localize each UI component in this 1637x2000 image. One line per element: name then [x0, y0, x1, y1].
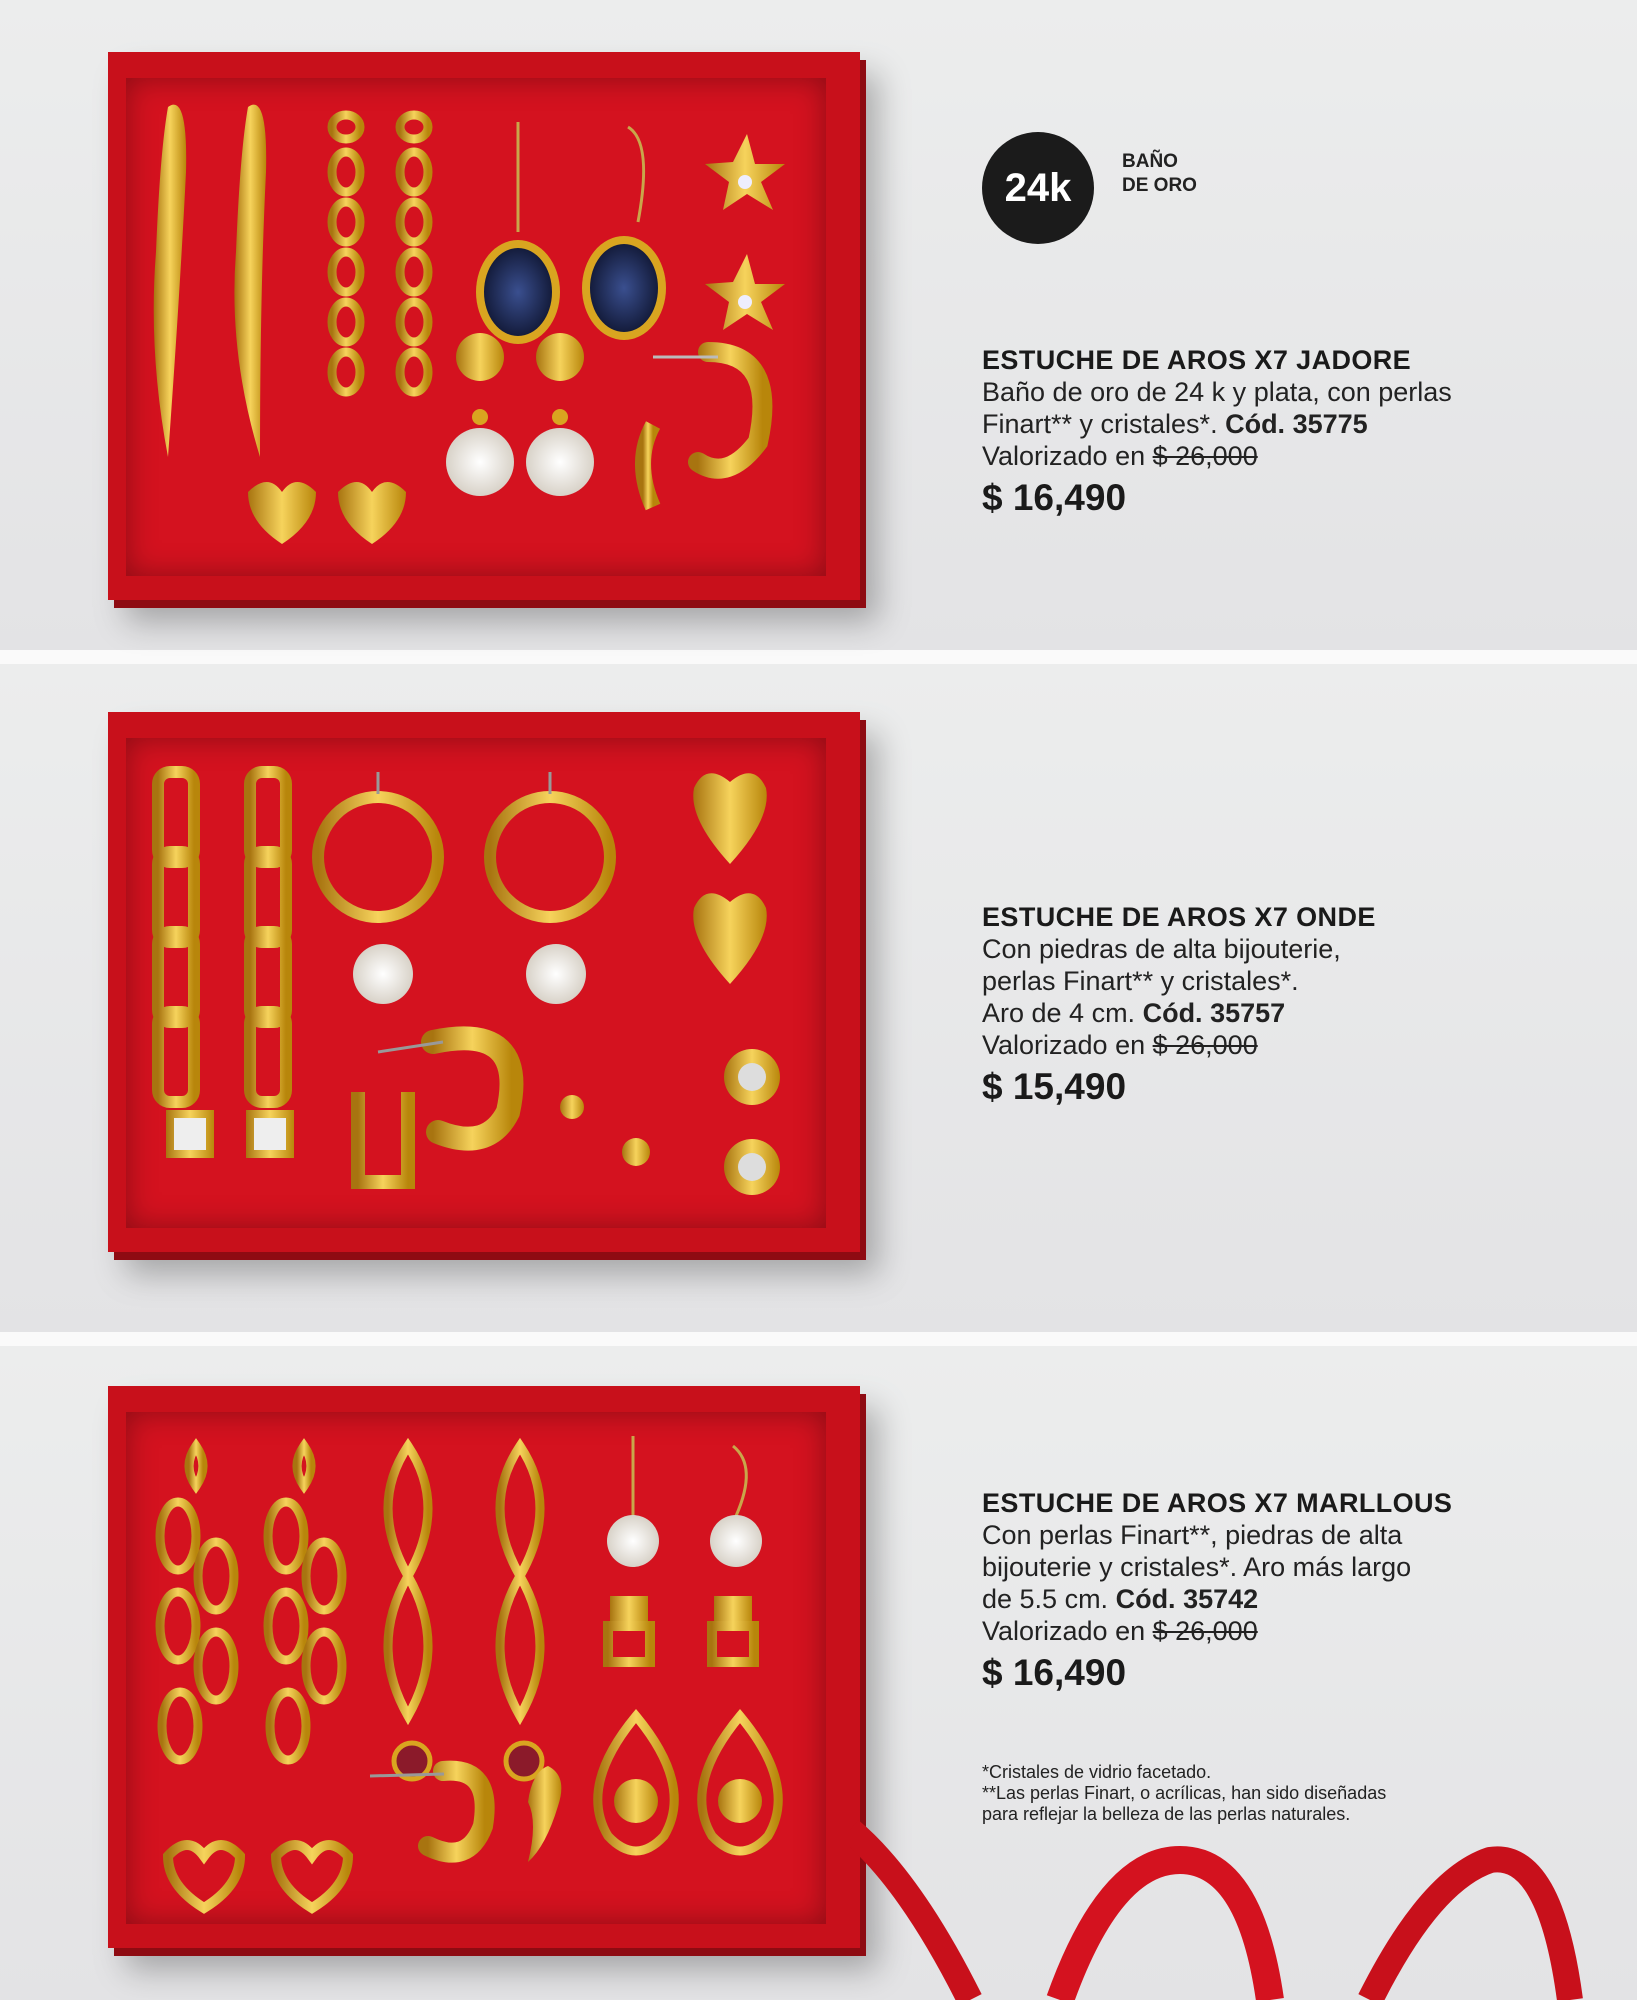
original-price: $ 26,000 — [1152, 1030, 1258, 1060]
product-description-line — [982, 408, 1542, 440]
panel-divider — [0, 1332, 1637, 1346]
badge-label: 24k — [1004, 165, 1072, 210]
sale-price: $ 16,490 — [982, 1652, 1127, 1693]
footnotes — [982, 1762, 1542, 1825]
product-description-line — [982, 997, 1542, 1029]
product-description-line: Con piedras de alta bijouterie, — [982, 934, 1341, 964]
product-description-line: Baño de oro de 24 k y plata, con perlas — [982, 377, 1452, 407]
badge-caption-line: BAÑO — [1122, 151, 1178, 172]
product-description-text: Finart** y cristales*. — [982, 409, 1226, 439]
earring-case-image-jadore — [108, 52, 860, 600]
badge-caption-line: DE ORO — [1122, 175, 1197, 196]
product-description-text: Aro de 4 cm. — [982, 998, 1143, 1028]
valued-label: Valorizado en — [982, 1030, 1153, 1060]
original-price: $ 26,000 — [1152, 1616, 1258, 1646]
product-description-line: perlas Finart** y cristales*. — [982, 966, 1299, 996]
earring-case-image-onde — [108, 712, 860, 1252]
product-title: ESTUCHE DE AROS X7 MARLLOUS — [982, 1488, 1453, 1518]
sale-price: $ 15,490 — [982, 1066, 1127, 1107]
product-info-onde — [982, 901, 1542, 1109]
product-title: ESTUCHE DE AROS X7 ONDE — [982, 902, 1376, 932]
red-ribbon-decoration — [850, 1820, 1637, 2000]
panel-divider — [0, 650, 1637, 664]
product-code: Cód. 35742 — [1115, 1584, 1259, 1614]
earring-case-image-marllous — [108, 1386, 860, 1948]
gold-plating-badge — [982, 132, 1094, 244]
product-info-marllous — [982, 1487, 1542, 1695]
product-info-jadore — [982, 344, 1542, 520]
valued-price-row — [982, 1615, 1542, 1647]
valued-price-row — [982, 440, 1542, 472]
badge-caption — [1122, 150, 1242, 198]
product-description-line: Con perlas Finart**, piedras de alta — [982, 1520, 1403, 1550]
valued-label: Valorizado en — [982, 1616, 1153, 1646]
earrings-illustration — [108, 1386, 860, 1948]
product-title: ESTUCHE DE AROS X7 JADORE — [982, 345, 1412, 375]
original-price: $ 26,000 — [1152, 441, 1258, 471]
product-code: Cód. 35775 — [1225, 409, 1368, 439]
earrings-illustration — [108, 712, 860, 1252]
footnote-line: **Las perlas Finart, o acrílicas, han sido diseñadas — [982, 1783, 1387, 1803]
product-description-text: de 5.5 cm. — [982, 1584, 1116, 1614]
sale-price: $ 16,490 — [982, 477, 1127, 518]
product-description-line: bijouterie y cristales*. Aro más largo — [982, 1552, 1412, 1582]
product-description-line — [982, 1583, 1542, 1615]
footnote-line: *Cristales de vidrio facetado. — [982, 1762, 1212, 1782]
valued-price-row — [982, 1029, 1542, 1061]
valued-label: Valorizado en — [982, 441, 1153, 471]
product-code: Cód. 35757 — [1142, 998, 1286, 1028]
footnote-line: para reflejar la belleza de las perlas naturales. — [982, 1804, 1351, 1824]
earrings-illustration — [108, 52, 860, 600]
